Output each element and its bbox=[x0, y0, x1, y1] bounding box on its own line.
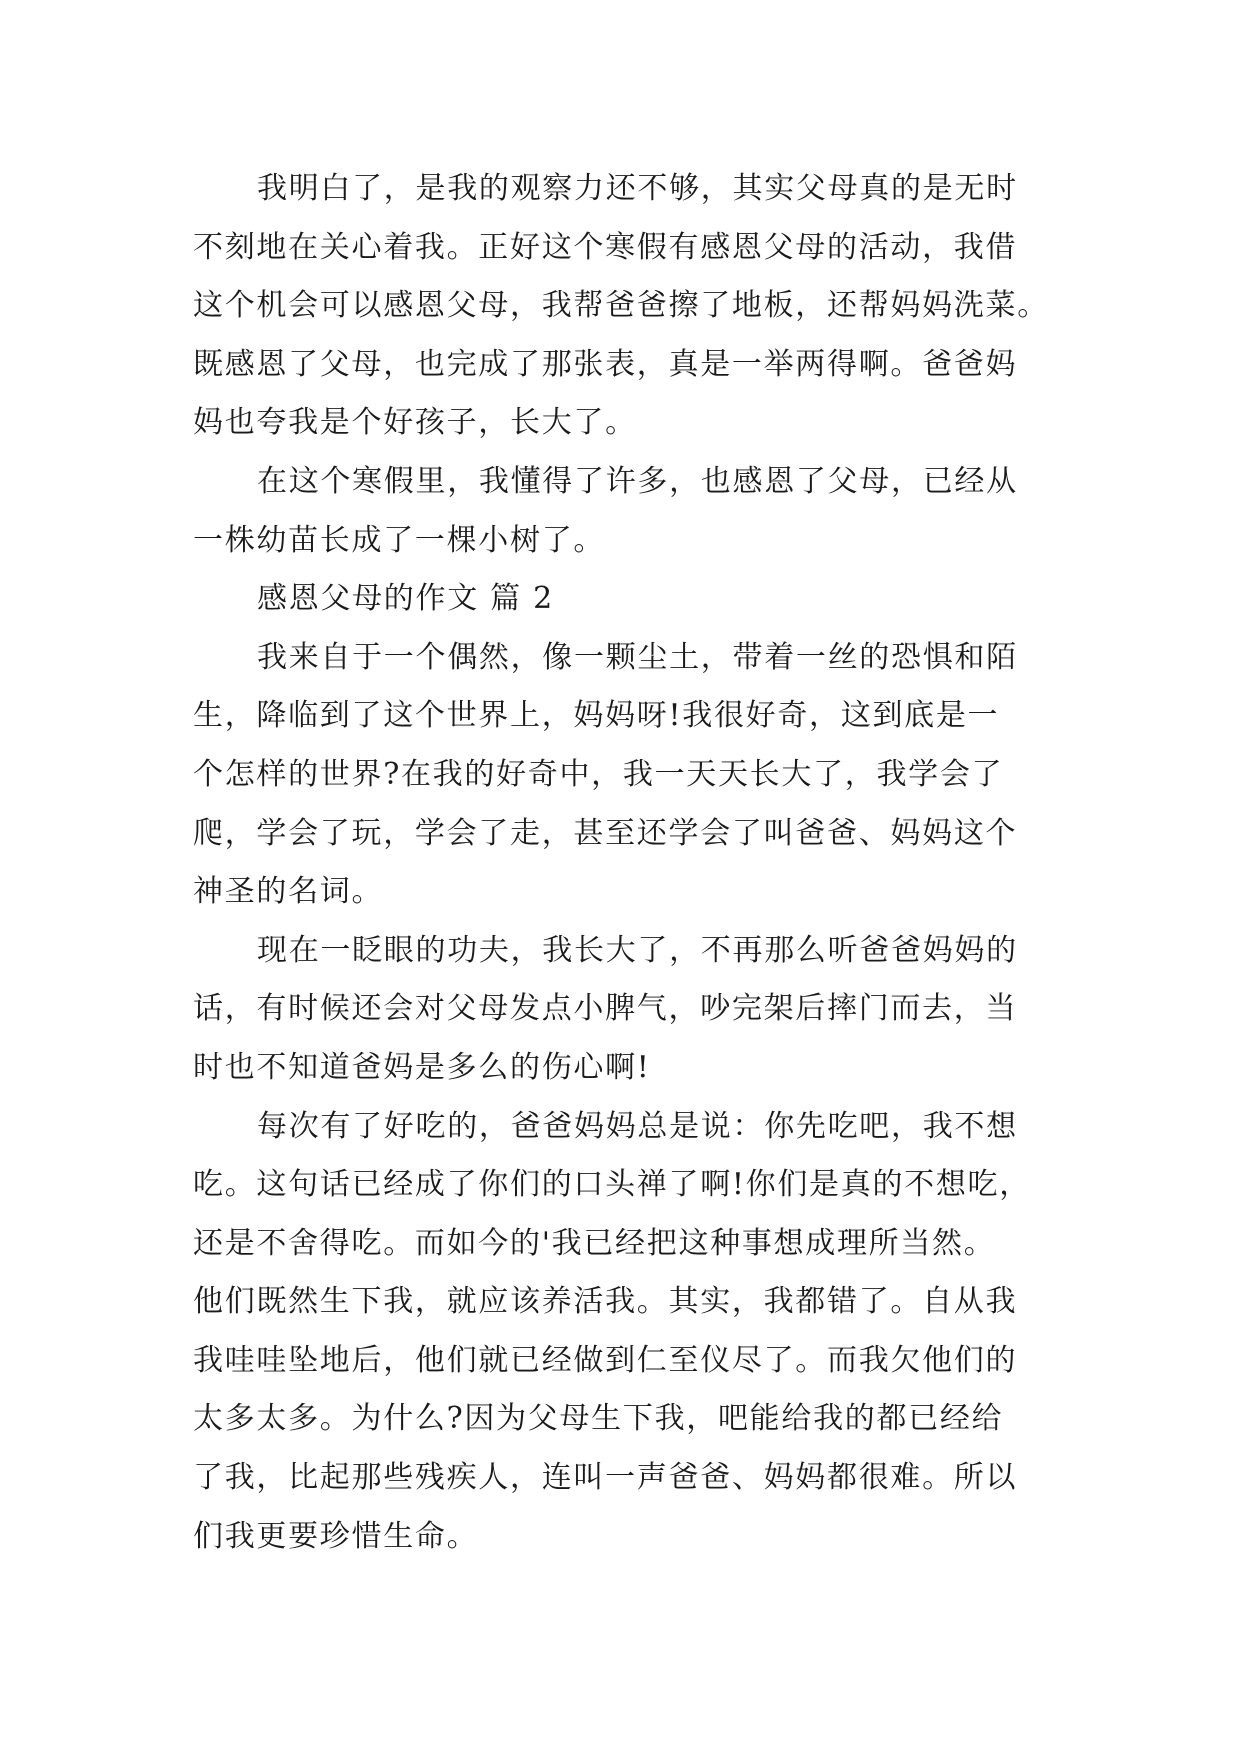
section-heading: 感恩父母的作文 篇 2 bbox=[257, 581, 554, 617]
text-line: 我明白了，是我的观察力还不够，其实父母真的是无时 bbox=[257, 171, 1018, 206]
text-line: 时也不知道爸妈是多么的伤心啊! bbox=[193, 1049, 651, 1085]
text-line: 现在一眨眼的功夫，我长大了，不再那么听爸爸妈妈的 bbox=[257, 932, 1018, 968]
text-line: 他们既然生下我，就应该养活我。其实，我都错了。自从我 bbox=[193, 1284, 1018, 1320]
text-line: 爬，学会了玩，学会了走，甚至还学会了叫爸爸、妈妈这个 bbox=[193, 815, 1018, 851]
text-line: 还是不舍得吃。而如今的'我已经把这种事想成理所当然。 bbox=[193, 1225, 996, 1261]
text-line: 我来自于一个偶然，像一颗尘土，带着一丝的恐惧和陌 bbox=[257, 639, 1018, 675]
article-text bbox=[193, 160, 1063, 1566]
text-line: 们我更要珍惜生命。 bbox=[193, 1518, 479, 1554]
text-line: 既感恩了父母，也完成了那张表，真是一举两得啊。爸爸妈 bbox=[193, 346, 1018, 382]
text-line: 吃。这句话已经成了你们的口头禅了啊!你们是真的不想吃， bbox=[193, 1167, 1031, 1203]
text-line: 太多太多。为什么?因为父母生下我，吧能给我的都已经给 bbox=[193, 1401, 1004, 1437]
text-line: 个怎样的世界?在我的好奇中，我一天天长大了，我学会了 bbox=[193, 756, 1004, 792]
text-line: 这个机会可以感恩父母，我帮爸爸擦了地板，还帮妈妈洗菜。 bbox=[193, 288, 1049, 324]
text-line: 生，降临到了这个世界上，妈妈呀!我很好奇，这到底是一 bbox=[193, 698, 1000, 734]
text-line: 了我，比起那些残疾人，连叫一声爸爸、妈妈都很难。所以 bbox=[193, 1460, 1018, 1496]
text-line: 我哇哇坠地后，他们就已经做到仁至仪尽了。而我欠他们的 bbox=[193, 1342, 1018, 1378]
text-line: 一株幼苗长成了一棵小树了。 bbox=[193, 522, 606, 558]
text-line: 每次有了好吃的，爸爸妈妈总是说：你先吃吧，我不想 bbox=[257, 1108, 1018, 1144]
text-line: 妈也夸我是个好孩子，长大了。 bbox=[193, 405, 637, 441]
text-line: 话，有时候还会对父母发点小脾气，吵完架后摔门而去，当 bbox=[193, 991, 1018, 1027]
text-line: 神圣的名词。 bbox=[193, 874, 384, 910]
text-line: 在这个寒假里，我懂得了许多，也感恩了父母，已经从 bbox=[257, 463, 1018, 499]
text-line: 不刻地在关心着我。正好这个寒假有感恩父母的活动，我借 bbox=[193, 229, 1018, 265]
